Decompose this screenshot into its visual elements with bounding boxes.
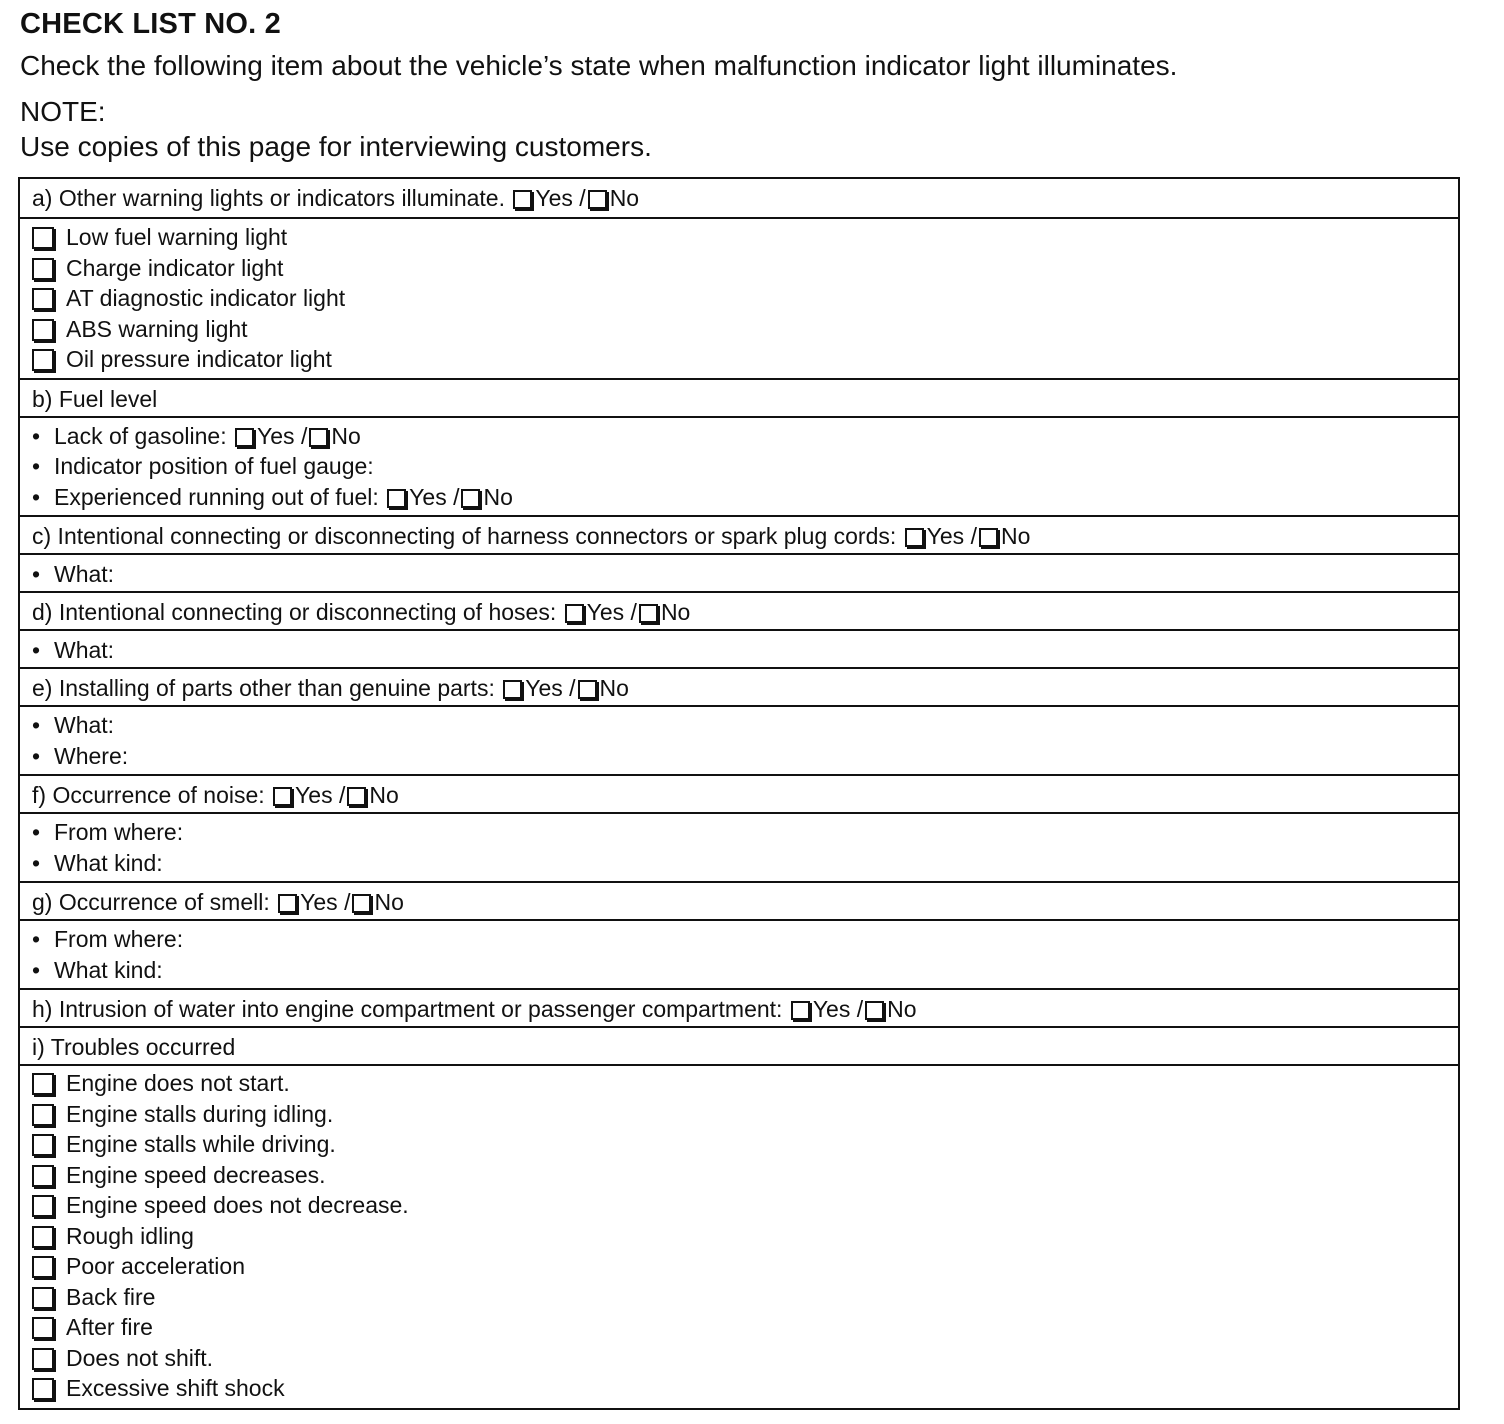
no-checkbox[interactable] — [865, 1001, 884, 1020]
section-e-yes-no: Yes / No — [501, 675, 629, 701]
list-item: AT diagnostic indicator light — [32, 283, 1446, 314]
checkbox[interactable] — [32, 1287, 54, 1309]
list-item: Poor acceleration — [32, 1251, 1446, 1282]
note-text: Use copies of this page for interviewing customers. — [20, 131, 652, 162]
section-c-title: c) Intentional connecting or disconnecting of harness connectors or spark plug cords: — [32, 523, 897, 549]
section-g-yes-no: Yes / No — [276, 889, 404, 915]
list-item: Charge indicator light — [32, 253, 1446, 284]
section-g-title: g) Occurrence of smell: — [32, 889, 270, 915]
section-f-header — [20, 774, 1458, 812]
list-item: Engine speed does not decrease. — [32, 1190, 1446, 1221]
yes-checkbox[interactable] — [791, 1001, 810, 1020]
yes-checkbox[interactable] — [905, 528, 924, 547]
checkbox[interactable] — [32, 1348, 54, 1370]
section-a-header — [20, 179, 1458, 217]
checkbox[interactable] — [32, 258, 54, 280]
section-d-body: • What: — [20, 629, 1458, 667]
list-item: Does not shift. — [32, 1343, 1446, 1374]
no-checkbox[interactable] — [588, 190, 607, 209]
yes-checkbox[interactable] — [235, 428, 254, 447]
section-c-header — [20, 515, 1458, 553]
list-item: • From where: — [32, 926, 184, 952]
section-h-title: h) Intrusion of water into engine compartment or passenger compartment: — [32, 996, 783, 1022]
section-e-header — [20, 667, 1458, 705]
list-item: • What kind: — [32, 849, 163, 876]
section-d-header — [20, 591, 1458, 629]
list-item: Rough idling — [32, 1221, 1446, 1252]
checkbox[interactable] — [32, 1165, 54, 1187]
section-e-title: e) Installing of parts other than genuine parts: — [32, 675, 495, 701]
list-item: Excessive shift shock — [32, 1373, 1446, 1404]
yes-checkbox[interactable] — [565, 604, 584, 623]
section-h-header — [20, 988, 1458, 1026]
list-item: Low fuel warning light — [32, 222, 1446, 253]
no-checkbox[interactable] — [309, 428, 328, 447]
list-item: Oil pressure indicator light — [32, 344, 1446, 375]
list-item: Engine stalls during idling. — [32, 1099, 1446, 1130]
section-i-title: i) Troubles occurred — [32, 1034, 236, 1060]
no-checkbox[interactable] — [352, 894, 371, 913]
no-checkbox[interactable] — [639, 604, 658, 623]
section-f-body — [20, 812, 1458, 881]
list-item: • Experienced running out of fuel: Yes / No — [32, 483, 513, 510]
checkbox[interactable] — [32, 1256, 54, 1278]
section-d-title: d) Intentional connecting or disconnecting of hoses: — [32, 599, 557, 625]
checklist-form — [18, 177, 1460, 1410]
section-h-yes-no: Yes / No — [789, 996, 917, 1022]
checkbox[interactable] — [32, 1195, 54, 1217]
no-checkbox[interactable] — [461, 489, 480, 508]
checkbox[interactable] — [32, 1073, 54, 1095]
section-e-body — [20, 705, 1458, 774]
section-d-yes-no: Yes / No — [563, 599, 691, 625]
no-checkbox[interactable] — [347, 787, 366, 806]
list-item: • Where: — [32, 742, 129, 769]
yes-checkbox[interactable] — [273, 787, 292, 806]
section-i-header — [20, 1026, 1458, 1064]
checkbox[interactable] — [32, 227, 54, 249]
section-i-body — [20, 1064, 1458, 1408]
list-item: Back fire — [32, 1282, 1446, 1313]
list-item: • Lack of gasoline: Yes / No — [32, 422, 361, 449]
section-f-yes-no: Yes / No — [271, 782, 399, 808]
checkbox[interactable] — [32, 1134, 54, 1156]
yes-checkbox[interactable] — [503, 680, 522, 699]
list-item: ABS warning light — [32, 314, 1446, 345]
checkbox[interactable] — [32, 349, 54, 371]
list-item: Engine does not start. — [32, 1068, 1446, 1099]
section-f-title: f) Occurrence of noise: — [32, 782, 265, 808]
list-item: • Indicator position of fuel gauge: — [32, 453, 374, 479]
section-b-header — [20, 378, 1458, 416]
list-item: Engine speed decreases. — [32, 1160, 1446, 1191]
yes-checkbox[interactable] — [387, 489, 406, 508]
checkbox[interactable] — [32, 1104, 54, 1126]
section-b-body — [20, 416, 1458, 516]
yes-checkbox[interactable] — [278, 894, 297, 913]
section-c-body: • What: — [20, 553, 1458, 591]
page-title: CHECK LIST NO. 2 — [20, 8, 281, 40]
no-checkbox[interactable] — [979, 528, 998, 547]
list-item: Engine stalls while driving. — [32, 1129, 1446, 1160]
section-c-yes-no: Yes / No — [903, 523, 1031, 549]
note-label: NOTE: — [20, 96, 106, 127]
section-a-body — [20, 217, 1458, 378]
section-g-header — [20, 881, 1458, 919]
no-checkbox[interactable] — [578, 680, 597, 699]
section-a-title: a) Other warning lights or indicators illuminate. — [32, 185, 505, 211]
list-item: • What: — [32, 712, 115, 738]
intro-text: Check the following item about the vehicle’s state when malfunction indicator light illuminates. — [20, 50, 1178, 81]
list-item: After fire — [32, 1312, 1446, 1343]
yes-checkbox[interactable] — [513, 190, 532, 209]
list-item: • From where: — [32, 819, 184, 845]
checkbox[interactable] — [32, 288, 54, 310]
checkbox[interactable] — [32, 1378, 54, 1400]
section-b-title: b) Fuel level — [32, 385, 158, 412]
checkbox[interactable] — [32, 1226, 54, 1248]
list-item: • What kind: — [32, 956, 163, 983]
section-g-body — [20, 919, 1458, 988]
checkbox[interactable] — [32, 1317, 54, 1339]
section-a-yes-no: Yes / No — [511, 185, 639, 211]
checkbox[interactable] — [32, 319, 54, 341]
